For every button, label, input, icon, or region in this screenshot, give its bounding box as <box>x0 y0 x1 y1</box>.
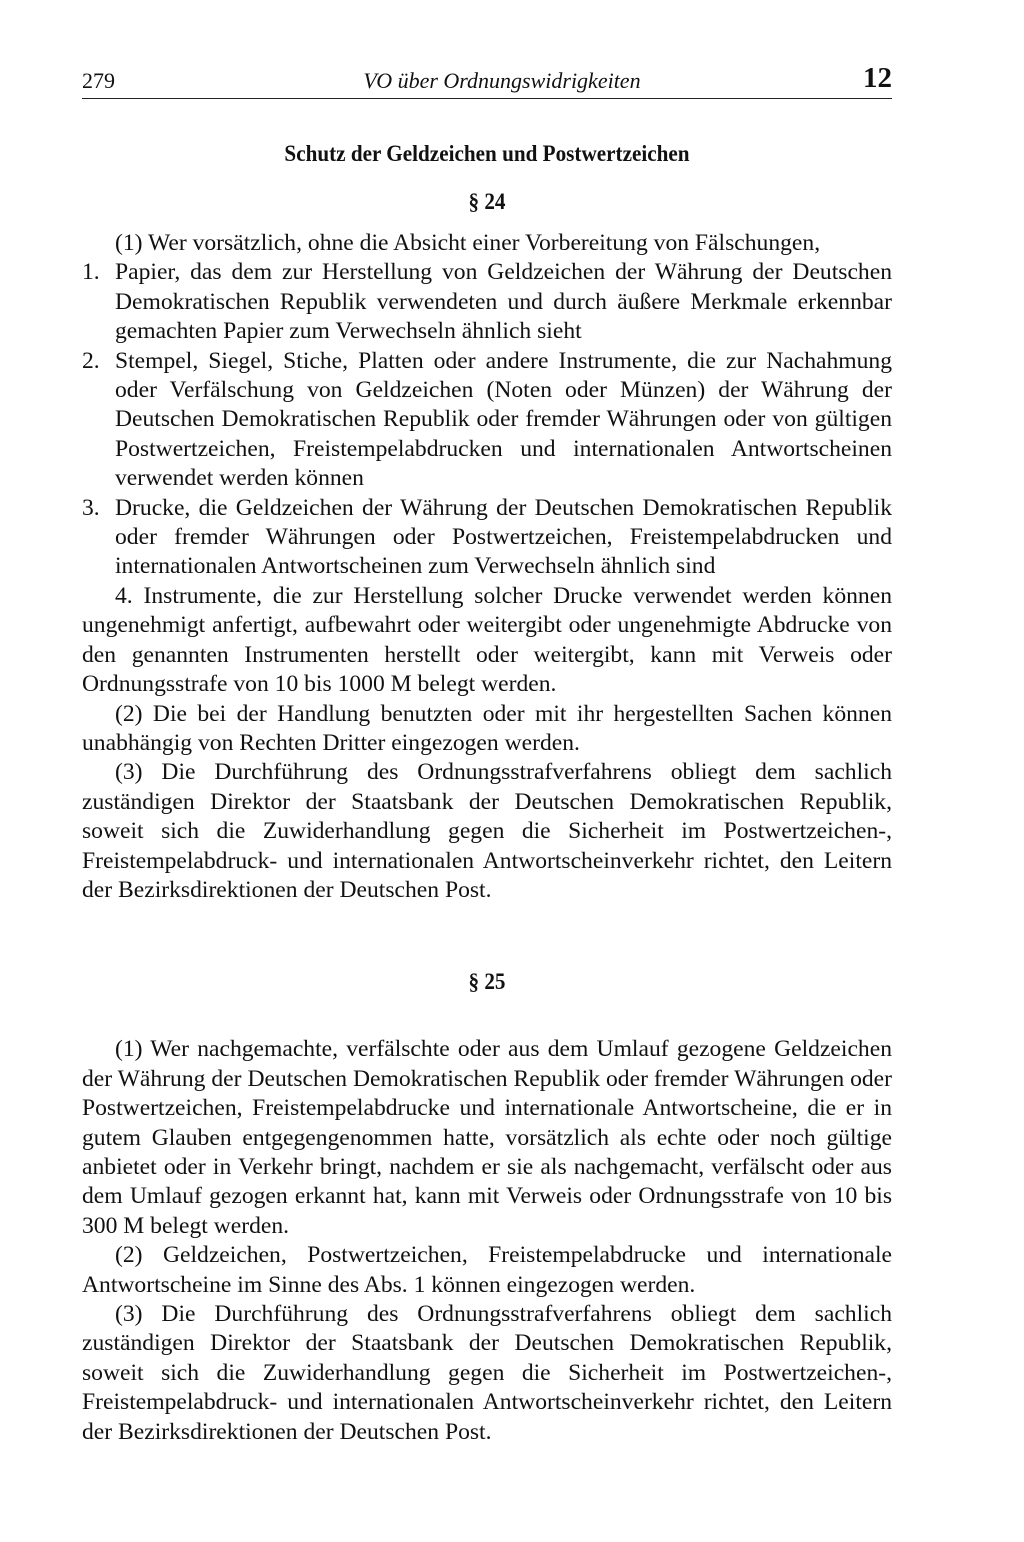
para24-abs3: (3) Die Durchführung des Ordnungsstrafverfahrens obliegt dem sachlich zuständigen Direktor der Staatsbank der Deutschen Demokratischen Republik, soweit sich die Zuwiderhandlung gegen die Sicherheit im Postwertzeichen-, Freistempelabdruck- und internationalen Antwortscheinverkehr richtet, den Leitern der Bezirksdirektionen der Deutschen Post. <box>82 759 892 903</box>
list-item-text: Drucke, die Geldzeichen der Währung der Deutschen Demokratischen Republik oder fremder Währungen oder Postwertzeichen, Freistempelabdrucken und internationalen Antwortscheinen zum Verwechseln ähnlich sind <box>115 494 892 580</box>
page-number: 279 <box>82 68 115 93</box>
list-item <box>82 258 892 346</box>
list-item-number: 3. <box>82 494 100 521</box>
section-title: Schutz der Geldzeichen und Postwertzeichen <box>284 141 690 166</box>
paragraph-heading-25: § 25 <box>468 969 506 995</box>
list-item-text: Instrumente, die zur Herstellung solcher Drucke verwendet werden können ungenehmigt anfertigt, aufbewahrt oder weitergibt oder ungenehmigte Abdrucke von den genannten Instrumenten herstellt oder weitergibt, kann mit Verweis oder Ordnungsstrafe von 10 bis 1000 M belegt werden. <box>82 582 892 698</box>
para25-abs2: (2) Geldzeichen, Postwertzeichen, Freistempelabdrucke und internationale Antwortscheine im Sinne des Abs. 1 können eingezogen werden. <box>82 1242 892 1298</box>
list-item-number: 1. <box>82 259 100 286</box>
list-item <box>82 582 892 700</box>
para25-abs3: (3) Die Durchführung des Ordnungsstrafverfahrens obliegt dem sachlich zuständigen Direktor der Staatsbank der Deutschen Demokratischen Republik, soweit sich die Zuwiderhandlung gegen die Sicherheit im Postwertzeichen-, Freistempelabdruck- und internationalen Antwortscheinverkehr richtet, den Leitern der Bezirksdirektionen der Deutschen Post. <box>82 1301 892 1445</box>
para24-abs2: (2) Die bei der Handlung benutzten oder mit ihr hergestellten Sachen können unabhängig von Rechten Dritter eingezogen werden. <box>82 700 892 756</box>
chapter-number: 12 <box>863 62 892 94</box>
list-item-number: 4. <box>115 582 133 609</box>
running-title: VO über Ordnungswidrigkeiten <box>363 68 641 93</box>
para25-abs1: (1) Wer nachgemachte, verfälschte oder aus dem Umlauf gezogene Geldzeichen der Währung der Deutschen Demokratischen Republik oder fremder Währungen oder Postwertzeichen, Freistempelabdrucke und internationale Antwortscheine, die er in gutem Glauben entgegengenommen hatte, vorsätzlich als echte oder noch gültige anbietet oder in Verkehr bringt, nachdem er sie als nachgemacht, verfälscht oder aus dem Umlauf gezogen erkannt hat, kann mit Verweis oder Ordnungsstrafe von 10 bis 300 M belegt werden. <box>82 1036 892 1239</box>
list-item-number: 2. <box>82 347 100 374</box>
page-header <box>82 62 892 99</box>
list-item-text: Stempel, Siegel, Stiche, Platten oder andere Instrumente, die zur Nachahmung oder Verfälschung von Geldzeichen (Noten oder Münzen) der Währung der Deutschen Demokratischen Republik oder fremder Währungen oder von gültigen Postwertzeichen, Freistempelabdrucken und internationalen Antwortscheinen verwendet werden können <box>115 347 892 492</box>
list-item <box>82 347 892 494</box>
para24-intro: (1) Wer vorsätzlich, ohne die Absicht einer Vorbereitung von Fälschungen, <box>115 230 821 256</box>
list-item-text: Papier, das dem zur Herstellung von Geldzeichen der Währung der Deutschen Demokratischen Republik verwendeten und durch äußere Merkmale erkennbar gemachten Papier zum Verwechseln ähnlich sieht <box>115 259 892 345</box>
list-item <box>82 494 892 582</box>
document-page <box>82 62 892 1447</box>
paragraph-heading-24: § 24 <box>468 189 506 214</box>
